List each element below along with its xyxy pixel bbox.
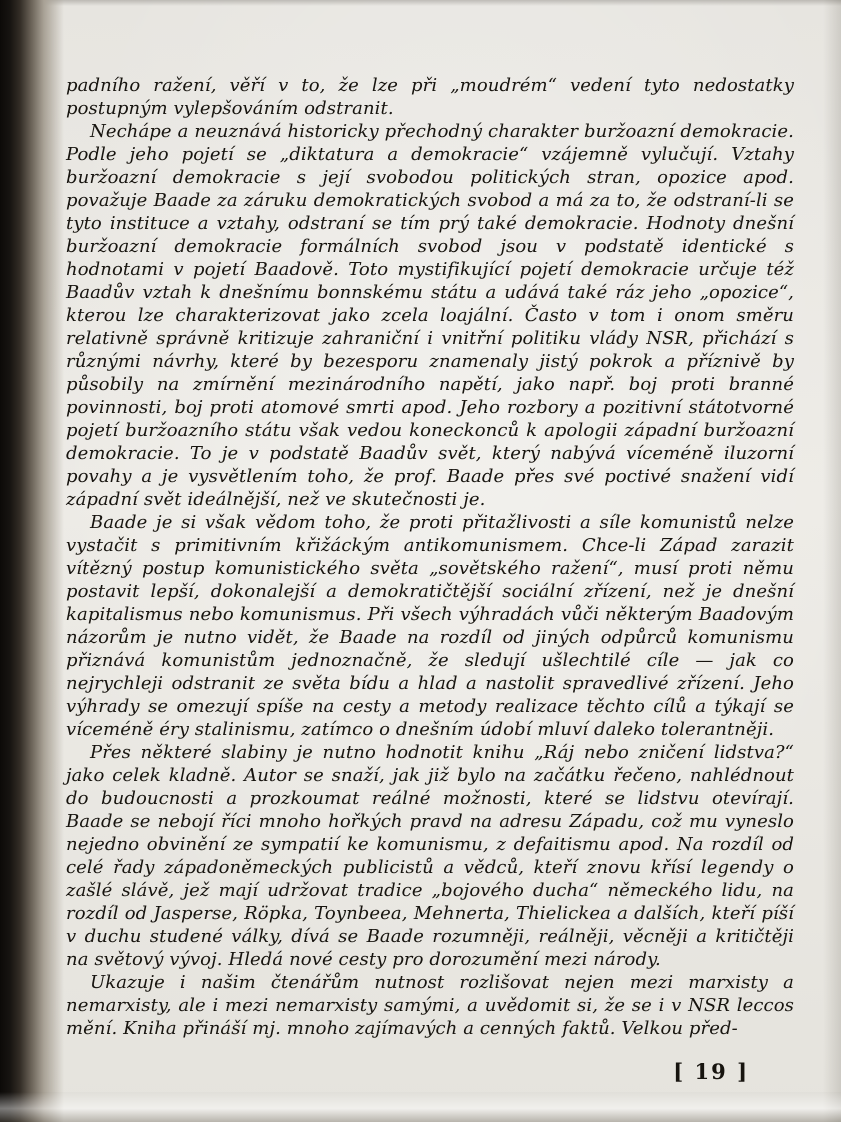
page-bottom-edge (0, 1092, 841, 1122)
paragraph: Nechápe a neuznává historicky přechodný charakter buržoazní demokracie. Podle jeho pojetí se „diktatura a demokracie“ vzájemně vylučují. Vztahy buržoazní demokracie s její svobodou politických stran, opozice apod. považuje Baade za záruku demokratických svobod a má za to, že odstraní-li se tyto instituce a vztahy, odstraní se tím prý také demokracie. Hodnoty dnešní buržoazní demokracie formálních svobod jsou v podstatě identické s hodnotami v pojetí Baadově. Toto mystifikující pojetí demokracie určuje též Baadův vztah k dnešnímu bonnskému státu a udává také ráz jeho „opozice“, kterou lze charakterizovat jako zcela loajální. Často v tom i onom směru relativně správně kritizuje zahraniční i vnitřní politiku vlády NSR, přichází s různými návrhy, které by bezesporu znamenaly jistý pokrok a příznivě by působily na zmírnění mezinárodního napětí, jako např. boj proti branné povinnosti, boj proti atomové smrti apod. Jeho rozbory a pozitivní státotvorné pojetí buržoazního státu však vedou koneckonců k apologii západní buržoazní demokracie. To je v podstatě Baadův svět, který nabývá víceméně iluzorní povahy a je vysvětlením toho, že prof. Baade přes své poctivé snažení vidí západní svět ideálnější, než ve skutečnosti je. (66, 121, 794, 510)
page-right-edge (823, 0, 841, 1122)
book-binding-shadow (0, 0, 64, 1122)
page-number: [ 19 ] (673, 1059, 749, 1084)
paragraph: Ukazuje i našim čtenářům nutnost rozlišovat nejen mezi marxisty a nemarxisty, ale i mezi nemarxisty samými, a uvědomit si, že se i v NSR leccos mění. Kniha přináší mj. mnoho zajímavých a cenných faktů. Velkou před- (66, 972, 794, 1039)
page-text (66, 74, 794, 1040)
paragraph-continued: padního ražení, věří v to, že lze při „moudrém“ vedení tyto nedostatky postupným vylepšováním odstranit. (66, 75, 794, 119)
paragraph: Baade je si však vědom toho, že proti přitažlivosti a síle komunistů nelze vystačit s primitivním křižáckým antikomunismem. Chce-li Západ zarazit vítězný postup komunistického světa „sovětského ražení“, musí proti němu postavit lepší, dokonalejší a demokratičtější sociální zřízení, než je dnešní kapitalismus nebo komunismus. Při všech výhradách vůči některým Baadovým názorům je nutno vidět, že Baade na rozdíl od jiných odpůrců komunismu přiznává komunistům jednoznačně, že sledují ušlechtilé cíle — jak co nejrychleji odstranit ze světa bídu a hlad a nastolit spravedlivé zřízení. Jeho výhrady se omezují spíše na cesty a metody realizace těchto cílů a týkají se víceméně éry stalinismu, zatímco o dnešním údobí mluví daleko tolerantněji. (66, 512, 794, 740)
page-top-shadow (0, 0, 841, 6)
paragraph: Přes některé slabiny je nutno hodnotit knihu „Ráj nebo zničení lidstva?“ jako celek kladně. Autor se snaží, jak již bylo na začátku řečeno, nahlédnout do budoucnosti a prozkoumat reálné možnosti, které se lidstvu otevírají. Baade se nebojí říci mnoho hořkých pravd na adresu Západu, což mu vyneslo nejedno obvinění ze sympatií ke komunismu, z defaitismu apod. Na rozdíl od celé řady západoněmeckých publicistů a vědců, kteří znovu křísí legendy o zašlé slávě, jež mají udržovat tradice „bojového ducha“ německého lidu, na rozdíl od Jasperse, Röpka, Toynbeea, Mehnerta, Thielickea a dalších, kteří píší v duchu studené války, dívá se Baade rozumněji, reálněji, věcněji a kritičtěji na světový vývoj. Hledá nové cesty pro dorozumění mezi národy. (66, 742, 794, 970)
